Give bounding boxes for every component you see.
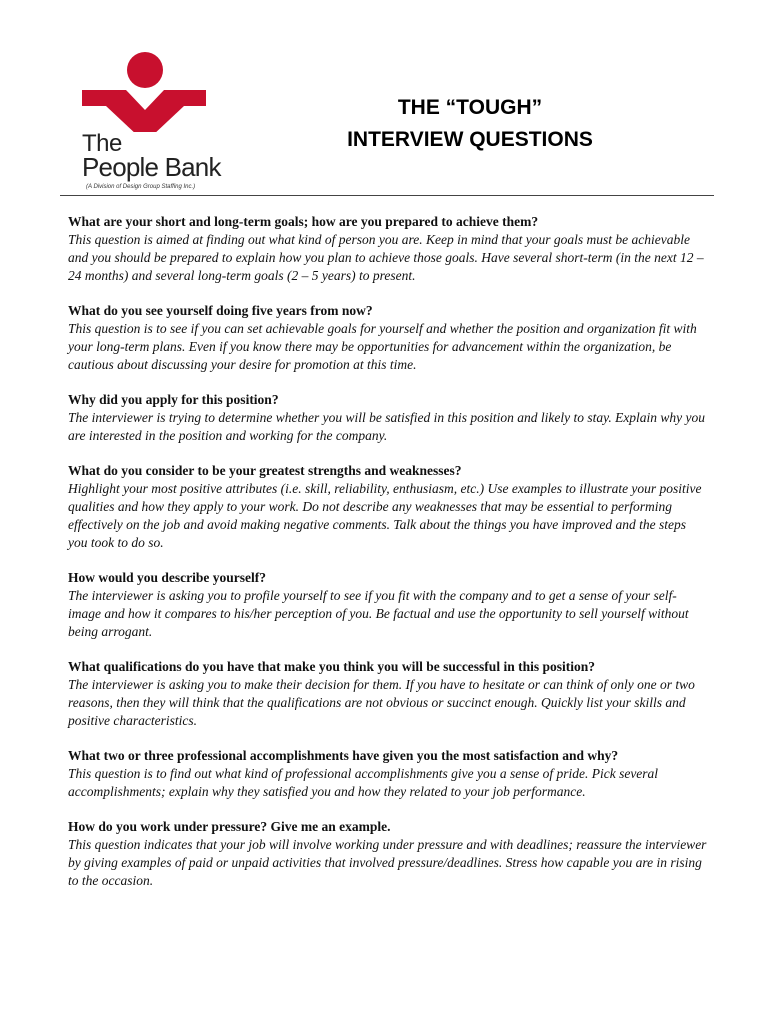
title-line-2: INTERVIEW QUESTIONS <box>347 128 593 151</box>
title-line-1: THE “TOUGH” <box>397 96 543 119</box>
question-heading: What two or three professional accomplishments have given you the most satisfaction and why? <box>68 748 619 763</box>
question-heading: What are your short and long-term goals; how are you prepared to achieve them? <box>68 214 539 229</box>
question-answer: This question is to see if you can set achievable goals for yourself and whether the position and organization fit with your long-term plans. Even if you know there may be opportunities for advancement within the organization, be cautious about discussing your desire for promotion at this time. <box>68 321 697 372</box>
question-answer: The interviewer is asking you to make their decision for them. If you have to hesitate or can think of only one or two reasons, then they will think that the qualifications are not obvious or succinct enough. Quickly list your skills and positive characteristics. <box>68 677 695 728</box>
question-heading: Why did you apply for this position? <box>68 392 279 407</box>
question-list <box>68 213 708 907</box>
question-heading: How do you work under pressure? Give me an example. <box>68 819 391 834</box>
question-item <box>68 818 708 890</box>
page-title <box>290 92 650 156</box>
question-answer: Highlight your most positive attributes (i.e. skill, reliability, enthusiasm, etc.) Use examples to illustrate your positive qualities and how they apply to your work. Do not describe any weaknesses that may be essential to performing effectively on the job and avoid making negative comments. Talk about the things you have improved and the steps you took to do so. <box>68 481 702 550</box>
question-item <box>68 462 708 552</box>
question-item <box>68 213 708 285</box>
question-answer: The interviewer is asking you to profile yourself to see if you fit with the company and to get a sense of your self-image and how it compares to his/her perception of you. Be factual and use the opportunity to sell yourself without being arrogant. <box>68 588 689 639</box>
company-logo <box>78 50 228 196</box>
question-answer: This question indicates that your job will involve working under pressure and with deadlines; reassure the interviewer by giving examples of paid or unpaid activities that involved pressure/deadlines. Stress how capable you are in rising to the occasion. <box>68 837 707 888</box>
question-item <box>68 658 708 730</box>
logo-subtitle: (A Division of Design Group Staffing Inc.) <box>86 184 196 190</box>
question-heading: What qualifications do you have that make you think you will be successful in this position? <box>68 659 595 674</box>
logo-arms-shape <box>82 90 206 132</box>
logo-text-name: People Bank <box>82 152 221 182</box>
question-item <box>68 569 708 641</box>
question-item <box>68 302 708 374</box>
logo-head-shape <box>127 52 163 88</box>
question-heading: How would you describe yourself? <box>68 570 267 585</box>
question-heading: What do you consider to be your greatest strengths and weaknesses? <box>68 463 462 478</box>
header-divider <box>60 195 714 196</box>
question-answer: The interviewer is trying to determine whether you will be satisfied in this position and likely to stay. Explain why you are interested in the position and working for the company. <box>68 410 706 443</box>
question-answer: This question is to find out what kind of professional accomplishments give you a sense of pride. Pick several accomplishments; explain why they satisfied you and how they related to your job performance. <box>68 766 659 799</box>
question-item <box>68 747 708 801</box>
question-answer: This question is aimed at finding out what kind of person you are. Keep in mind that your goals must be achievable and you should be prepared to explain how you plan to achieve those goals. Have several short-term (in the next 12 – 24 months) and several long-term goals (2 – 5 years) to present. <box>68 232 704 283</box>
question-item <box>68 391 708 445</box>
question-heading: What do you see yourself doing five years from now? <box>68 303 373 318</box>
people-bank-logo-icon <box>78 50 228 132</box>
logo-text-the: The <box>82 130 122 157</box>
